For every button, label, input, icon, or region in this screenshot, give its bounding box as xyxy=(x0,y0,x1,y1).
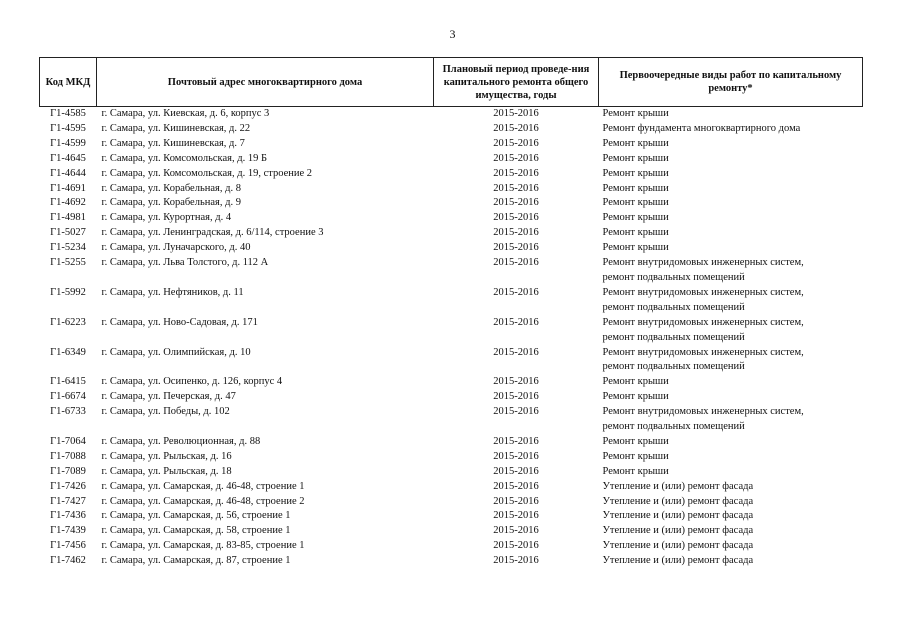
table-row xyxy=(40,405,863,435)
work-line: ремонт подвальных помещений xyxy=(602,361,745,373)
work-line: Ремонт внутридомовых инженерных систем, xyxy=(602,406,804,418)
cell-period: 2015-2016 xyxy=(493,435,539,447)
cell-period: 2015-2016 xyxy=(493,227,539,239)
cell-period: 2015-2016 xyxy=(493,480,539,492)
table-row xyxy=(40,196,863,211)
cell-address: г. Самара, ул. Самарская, д. 46-48, строение 1 xyxy=(101,480,305,492)
cell-address: г. Самара, ул. Льва Толстого, д. 112 А xyxy=(101,257,269,269)
cell-address: г. Самара, ул. Курортная, д. 4 xyxy=(101,212,232,224)
work-line: Утепление и (или) ремонт фасада xyxy=(602,510,754,522)
cell-period: 2015-2016 xyxy=(493,182,539,194)
work-line: Ремонт крыши xyxy=(602,227,669,239)
cell-code: Г1-7088 xyxy=(50,450,86,462)
work-line: Ремонт крыши xyxy=(602,182,669,194)
cell-code: Г1-7456 xyxy=(50,540,86,552)
cell-address: г. Самара, ул. Кишиневская, д. 22 xyxy=(101,122,251,134)
cell-works xyxy=(599,375,863,390)
cell-period: 2015-2016 xyxy=(493,346,539,358)
work-line: ремонт подвальных помещений xyxy=(602,331,745,343)
table-row xyxy=(40,137,863,152)
cell-period: 2015-2016 xyxy=(493,257,539,269)
cell-code: Г1-7439 xyxy=(50,525,86,537)
cell-period: 2015-2016 xyxy=(493,212,539,224)
cell-works xyxy=(599,435,863,450)
table-row xyxy=(40,495,863,510)
work-line: Ремонт крыши xyxy=(602,242,669,254)
cell-address: г. Самара, ул. Осипенко, д. 126, корпус 4 xyxy=(101,376,283,388)
cell-address: г. Самара, ул. Ленинградская, д. 6/114, строение 3 xyxy=(101,227,324,239)
cell-period: 2015-2016 xyxy=(493,495,539,507)
cell-code: Г1-5027 xyxy=(50,227,86,239)
cell-code: Г1-7462 xyxy=(50,555,86,567)
header-row xyxy=(40,58,863,107)
work-line: Ремонт внутридомовых инженерных систем, xyxy=(602,257,804,269)
work-line: Ремонт крыши xyxy=(602,212,669,224)
cell-works xyxy=(599,196,863,211)
header-works: Первоочередные виды работ по капитальному ремонту* xyxy=(599,58,863,107)
table-row xyxy=(40,152,863,167)
header-period: Плановый период проведе-ния капитального ремонта общего имущества, годы xyxy=(434,58,599,107)
table-row xyxy=(40,509,863,524)
cell-code: Г1-4599 xyxy=(50,137,86,149)
cell-code: Г1-5234 xyxy=(50,242,86,254)
work-line: Утепление и (или) ремонт фасада xyxy=(602,525,754,537)
table-row xyxy=(40,390,863,405)
cell-works xyxy=(599,211,863,226)
table-row xyxy=(40,211,863,226)
cell-period: 2015-2016 xyxy=(493,376,539,388)
cell-period: 2015-2016 xyxy=(493,540,539,552)
table-row xyxy=(40,167,863,182)
cell-period: 2015-2016 xyxy=(493,122,539,134)
cell-address: г. Самара, ул. Нефтяников, д. 11 xyxy=(101,286,244,298)
cell-code: Г1-6223 xyxy=(50,316,86,328)
cell-code: Г1-4692 xyxy=(50,197,86,209)
table-row xyxy=(40,286,863,316)
cell-code: Г1-6733 xyxy=(50,406,86,418)
cell-address: г. Самара, ул. Луначарского, д. 40 xyxy=(101,242,251,254)
cell-code: Г1-6674 xyxy=(50,391,86,403)
cell-code: Г1-4585 xyxy=(50,108,86,119)
cell-code: Г1-6349 xyxy=(50,346,86,358)
table-row xyxy=(40,435,863,450)
cell-code: Г1-7436 xyxy=(50,510,86,522)
cell-code: Г1-7426 xyxy=(50,480,86,492)
table-row xyxy=(40,182,863,197)
work-line: Ремонт крыши xyxy=(602,450,669,462)
cell-works xyxy=(599,495,863,510)
cell-period: 2015-2016 xyxy=(493,450,539,462)
table-row xyxy=(40,241,863,256)
work-line: Ремонт внутридомовых инженерных систем, xyxy=(602,316,804,328)
cell-works xyxy=(599,465,863,480)
cell-code: Г1-4981 xyxy=(50,212,86,224)
cell-address: г. Самара, ул. Рыльская, д. 18 xyxy=(101,465,232,477)
cell-period: 2015-2016 xyxy=(493,242,539,254)
cell-works xyxy=(599,524,863,539)
work-line: Ремонт крыши xyxy=(602,137,669,149)
cell-address: г. Самара, ул. Корабельная, д. 8 xyxy=(101,182,241,194)
cell-code: Г1-4595 xyxy=(50,122,86,134)
work-line: ремонт подвальных помещений xyxy=(602,271,745,283)
table-row xyxy=(40,450,863,465)
cell-period: 2015-2016 xyxy=(493,108,539,119)
work-line: Ремонт внутридомовых инженерных систем, xyxy=(602,286,804,298)
table-row xyxy=(40,524,863,539)
cell-works xyxy=(599,286,863,316)
work-line: Ремонт крыши xyxy=(602,108,669,119)
cell-period: 2015-2016 xyxy=(493,197,539,209)
cell-works xyxy=(599,450,863,465)
cell-address: г. Самара, ул. Печерская, д. 47 xyxy=(101,391,236,403)
work-line: Ремонт крыши xyxy=(602,152,669,164)
cell-works xyxy=(599,554,863,569)
table-row xyxy=(40,256,863,286)
work-line: Ремонт крыши xyxy=(602,376,669,388)
work-line: Ремонт крыши xyxy=(602,435,669,447)
cell-works xyxy=(599,122,863,137)
cell-works xyxy=(599,316,863,346)
cell-address: г. Самара, ул. Рыльская, д. 16 xyxy=(101,450,232,462)
work-line: Ремонт внутридомовых инженерных систем, xyxy=(602,346,804,358)
cell-address: г. Самара, ул. Комсомольская, д. 19 Б xyxy=(101,152,267,164)
work-line: Утепление и (или) ремонт фасада xyxy=(602,555,754,567)
cell-works xyxy=(599,182,863,197)
cell-code: Г1-4691 xyxy=(50,182,86,194)
cell-period: 2015-2016 xyxy=(493,167,539,179)
cell-works xyxy=(599,480,863,495)
cell-address: г. Самара, ул. Комсомольская, д. 19, строение 2 xyxy=(101,167,313,179)
header-address: Почтовый адрес многоквартирного дома xyxy=(97,58,434,107)
cell-period: 2015-2016 xyxy=(493,152,539,164)
cell-works xyxy=(599,152,863,167)
cell-code: Г1-6415 xyxy=(50,376,86,388)
cell-period: 2015-2016 xyxy=(493,525,539,537)
work-line: Ремонт фундамента многоквартирного дома xyxy=(602,122,801,134)
cell-works xyxy=(599,226,863,241)
table-row xyxy=(40,346,863,376)
cell-period: 2015-2016 xyxy=(493,510,539,522)
table-row xyxy=(40,316,863,346)
cell-works xyxy=(599,509,863,524)
cell-works xyxy=(599,241,863,256)
work-line: Утепление и (или) ремонт фасада xyxy=(602,480,754,492)
cell-address: г. Самара, ул. Киевская, д. 6, корпус 3 xyxy=(101,108,270,119)
work-line: Ремонт крыши xyxy=(602,465,669,477)
cell-works xyxy=(599,167,863,182)
cell-address: г. Самара, ул. Победы, д. 102 xyxy=(101,406,230,418)
cell-address: г. Самара, ул. Самарская, д. 87, строение 1 xyxy=(101,555,291,567)
work-line: Утепление и (или) ремонт фасада xyxy=(602,495,754,507)
cell-works xyxy=(599,137,863,152)
cell-code: Г1-7089 xyxy=(50,465,86,477)
header-code: Код МКД xyxy=(40,58,97,107)
cell-address: г. Самара, ул. Самарская, д. 83-85, строение 1 xyxy=(101,540,305,552)
work-line: ремонт подвальных помещений xyxy=(602,421,745,433)
cell-code: Г1-7427 xyxy=(50,495,86,507)
cell-works xyxy=(599,405,863,435)
table-row xyxy=(40,122,863,137)
cell-address: г. Самара, ул. Кишиневская, д. 7 xyxy=(101,137,245,149)
cell-address: г. Самара, ул. Ново-Садовая, д. 171 xyxy=(101,316,258,328)
table-body xyxy=(40,107,863,570)
cell-period: 2015-2016 xyxy=(493,316,539,328)
cell-works xyxy=(599,256,863,286)
table-row xyxy=(40,107,863,122)
cell-works xyxy=(599,390,863,405)
work-line: Ремонт крыши xyxy=(602,167,669,179)
work-line: Ремонт крыши xyxy=(602,391,669,403)
cell-code: Г1-4644 xyxy=(50,167,86,179)
table-row xyxy=(40,480,863,495)
table-row xyxy=(40,539,863,554)
cell-address: г. Самара, ул. Корабельная, д. 9 xyxy=(101,197,241,209)
cell-code: Г1-4645 xyxy=(50,152,86,164)
cell-period: 2015-2016 xyxy=(493,391,539,403)
cell-address: г. Самара, ул. Самарская, д. 46-48, строение 2 xyxy=(101,495,305,507)
cell-address: г. Самара, ул. Олимпийская, д. 10 xyxy=(101,346,251,358)
cell-period: 2015-2016 xyxy=(493,286,539,298)
cell-period: 2015-2016 xyxy=(493,406,539,418)
cell-address: г. Самара, ул. Самарская, д. 56, строение 1 xyxy=(101,510,291,522)
cell-period: 2015-2016 xyxy=(493,555,539,567)
cell-works xyxy=(599,539,863,554)
table-header xyxy=(40,58,863,107)
page-number: 3 xyxy=(449,27,456,41)
table-row xyxy=(40,465,863,480)
table-row xyxy=(40,226,863,241)
cell-code: Г1-5992 xyxy=(50,286,86,298)
cell-code: Г1-5255 xyxy=(50,257,86,269)
cell-address: г. Самара, ул. Самарская, д. 58, строение 1 xyxy=(101,525,291,537)
table-row xyxy=(40,554,863,569)
cell-code: Г1-7064 xyxy=(50,435,86,447)
cell-works xyxy=(599,346,863,376)
cell-period: 2015-2016 xyxy=(493,465,539,477)
work-line: Ремонт крыши xyxy=(602,197,669,209)
cell-works xyxy=(599,107,863,122)
cell-address: г. Самара, ул. Революционная, д. 88 xyxy=(101,435,261,447)
capital-repair-table xyxy=(39,57,863,569)
work-line: ремонт подвальных помещений xyxy=(602,301,745,313)
cell-period: 2015-2016 xyxy=(493,137,539,149)
table-row xyxy=(40,375,863,390)
work-line: Утепление и (или) ремонт фасада xyxy=(602,540,754,552)
